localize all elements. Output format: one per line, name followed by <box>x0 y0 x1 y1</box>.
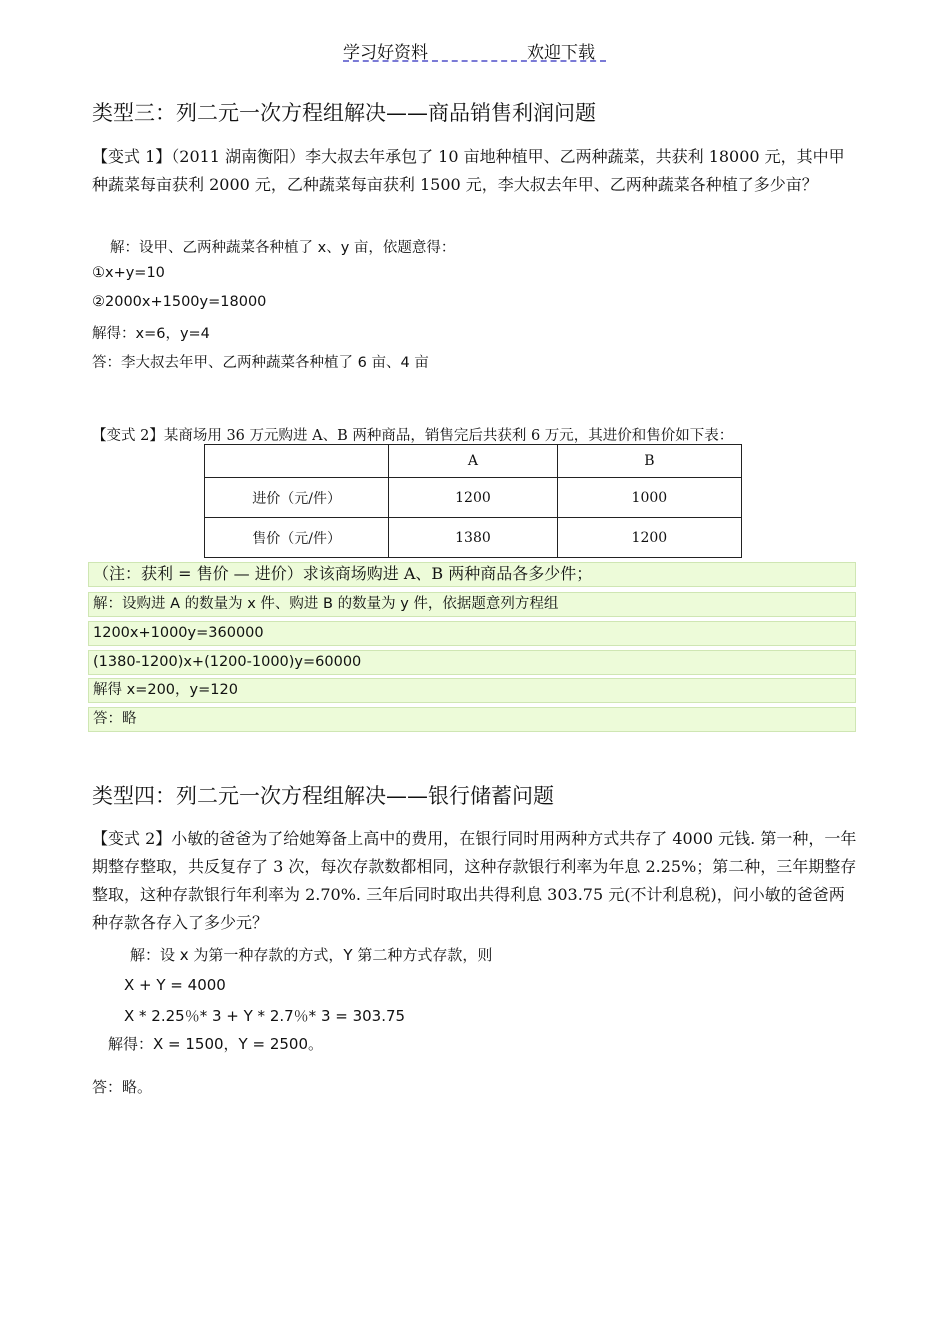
q2-solution-intro: 解：设购进 A 的数量为 x 件、购进 B 的数量为 y 件，依据题意列方程组 <box>88 592 856 617</box>
price-table <box>204 444 742 558</box>
q1-result: 解得：x=6，y=4 <box>92 326 210 342</box>
section4-title: 类型四：列二元一次方程组解决——银行储蓄问题 <box>92 784 554 808</box>
header-dashed-underline <box>343 60 606 62</box>
table-cell: A <box>389 445 558 478</box>
table-header-row <box>205 445 742 478</box>
q3-solution-intro: 解：设 x 为第一种存款的方式，Y 第二种方式存款，则 <box>130 946 493 964</box>
table-cell <box>205 445 389 478</box>
table-cell: B <box>557 445 741 478</box>
q3-equation-2: X * 2.25％* 3 + Y * 2.7％* 3 = 303.75 <box>124 1007 406 1025</box>
q2-equation-1: 1200x+1000y=360000 <box>88 621 856 646</box>
q2-problem-text: 【变式 2】某商场用 36 万元购进 A、B 两种商品，销售完后共获利 6 万元，其进价和售价如下表： <box>92 428 734 444</box>
table-cell: 1000 <box>557 478 741 518</box>
header-right-text: 欢迎下载 <box>527 43 595 63</box>
q3-result: 解得：X = 1500，Y = 2500。 <box>108 1035 323 1053</box>
q1-equation-2: ②2000x+1500y=18000 <box>92 294 267 310</box>
q1-solution-intro: 解：设甲、乙两种蔬菜各种植了 x、y 亩，依题意得： <box>110 240 456 256</box>
header-left-text: 学习好资料 <box>343 43 428 63</box>
q3-answer: 答：略。 <box>92 1078 153 1096</box>
table-cell: 1380 <box>389 518 558 558</box>
q1-equation-1: ①x+y=10 <box>92 265 165 281</box>
q3-problem-text: 【变式 2】小敏的爸爸为了给她筹备上高中的费用，在银行同时用两种方式共存了 4000 元钱. 第一种，一年期整存整取，共反复存了 3 次，每次存款数都相同，这种存款银行利率为年息 2.25%；第二种，三年期整存整取，这种存款银行年利率为 2.70%. 三年后同时取出共得利息 303.75 元(不计利息税)，问小敏的爸爸两种存款各存入了多少元？ <box>92 829 857 932</box>
table-cell: 1200 <box>389 478 558 518</box>
table-row <box>205 478 742 518</box>
q1-problem-text: 【变式 1】（2011 湖南衡阳）李大叔去年承包了 10 亩地种植甲、乙两种蔬菜，共获利 18000 元，其中甲种蔬菜每亩获利 2000 元，乙种蔬菜每亩获利 1500 元，李大叔去年甲、乙两种蔬菜各种植了多少亩？ <box>92 147 845 194</box>
q3-equation-1: X + Y = 4000 <box>124 976 226 994</box>
table-cell: 售价（元/件） <box>205 518 389 558</box>
table-cell: 进价（元/件） <box>205 478 389 518</box>
q1-answer: 答：李大叔去年甲、乙两种蔬菜各种植了 6 亩、4 亩 <box>92 355 429 371</box>
q2-result: 解得 x=200，y=120 <box>88 678 856 703</box>
q2-note: （注：获利 = 售价 — 进价）求该商场购进 A、B 两种商品各多少件； <box>88 562 856 587</box>
table-cell: 1200 <box>557 518 741 558</box>
q2-equation-2: (1380-1200)x+(1200-1000)y=60000 <box>88 650 856 675</box>
section3-title: 类型三：列二元一次方程组解决——商品销售利润问题 <box>92 101 596 125</box>
table-row <box>205 518 742 558</box>
q2-answer: 答：略 <box>88 707 856 732</box>
